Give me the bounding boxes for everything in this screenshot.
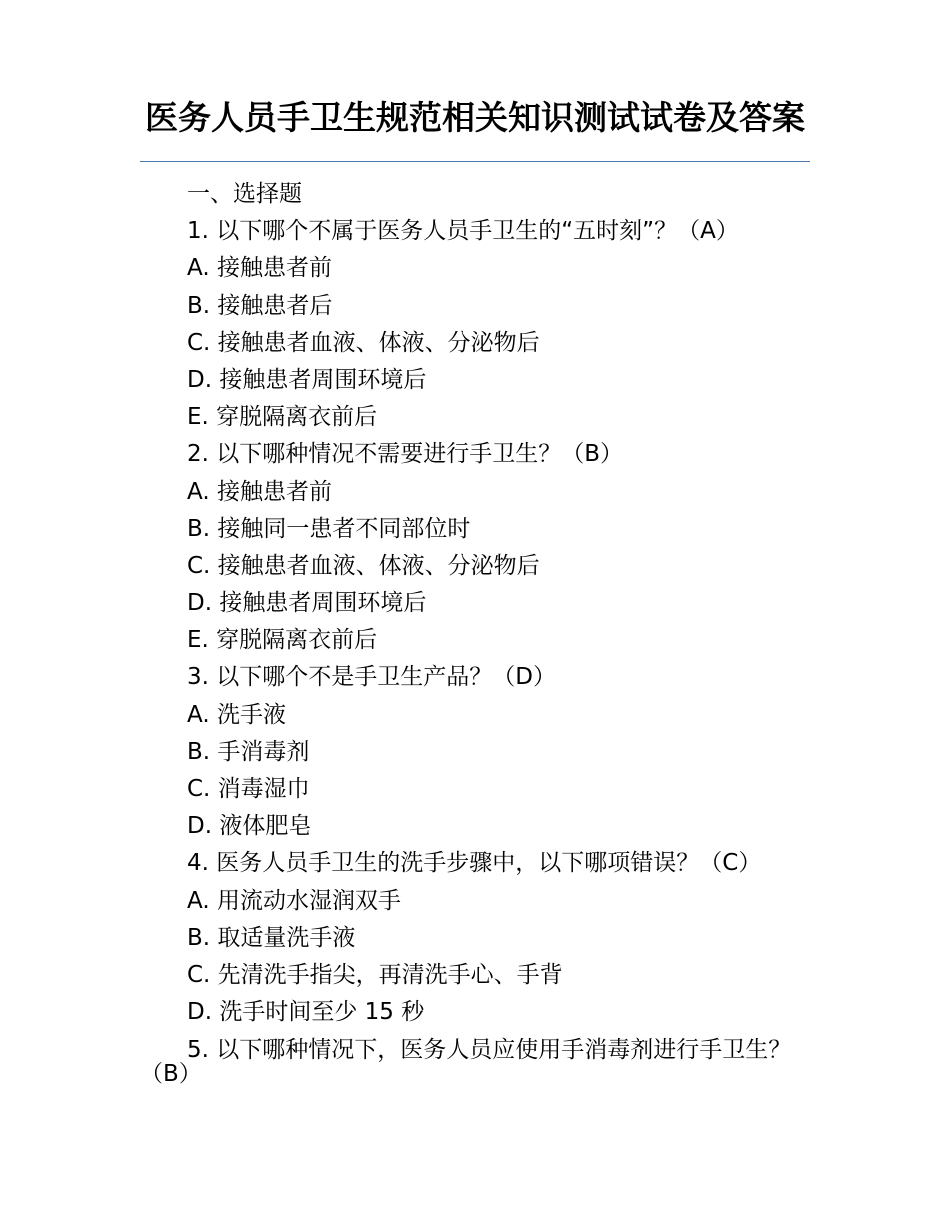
question-2: 2. 以下哪种情况不需要进行手卫生？（B） bbox=[187, 441, 624, 468]
option-line: C. 接触患者血液、体液、分泌物后 bbox=[187, 552, 540, 579]
question-1: 1. 以下哪个不属于医务人员手卫生的“五时刻”？（A） bbox=[187, 218, 739, 245]
title-divider bbox=[140, 161, 810, 162]
option-line: E. 穿脱隔离衣前后 bbox=[187, 404, 378, 431]
option-line: A. 接触患者前 bbox=[187, 478, 332, 505]
option-line: B. 接触患者后 bbox=[187, 292, 333, 319]
option-line: C. 接触患者血液、体液、分泌物后 bbox=[187, 329, 540, 356]
option-line: C. 消毒湿巾 bbox=[187, 776, 310, 802]
question-3: 3. 以下哪个不是手卫生产品？（D） bbox=[187, 664, 556, 691]
option-line: A. 洗手液 bbox=[187, 701, 286, 728]
option-line: A. 用流动水湿润双手 bbox=[187, 887, 401, 914]
option-line: B. 手消毒剂 bbox=[187, 738, 310, 765]
option-line: A. 接触患者前 bbox=[187, 255, 332, 282]
document-body bbox=[140, 176, 810, 1086]
page-title: 医务人员手卫生规范相关知识测试试卷及答案 bbox=[145, 98, 805, 137]
question-5: 5. 以下哪种情况下，医务人员应使用手消毒剂进行手卫生？（B） bbox=[140, 1037, 792, 1088]
option-line: C. 先清洗手指尖，再清洗手心、手背 bbox=[187, 961, 563, 988]
question-4: 4. 医务人员手卫生的洗手步骤中，以下哪项错误？（C） bbox=[187, 850, 762, 877]
option-line: D. 接触患者周围环境后 bbox=[187, 590, 427, 617]
option-line: B. 接触同一患者不同部位时 bbox=[187, 515, 471, 542]
option-line: D. 接触患者周围环境后 bbox=[187, 366, 427, 393]
option-line: E. 穿脱隔离衣前后 bbox=[187, 627, 378, 654]
section-heading: 一、选择题 bbox=[187, 181, 302, 207]
option-line: B. 取适量洗手液 bbox=[187, 924, 356, 951]
option-line: D. 洗手时间至少 15 秒 bbox=[187, 999, 425, 1026]
option-line: D. 液体肥皂 bbox=[187, 813, 312, 840]
